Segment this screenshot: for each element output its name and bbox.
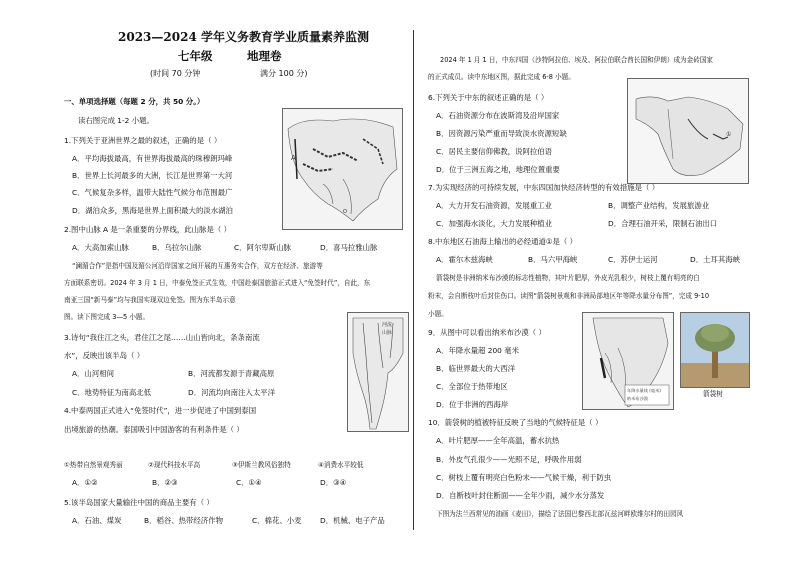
map4-legend-2: 纳米布沙漠 [627, 396, 648, 401]
map1-label-a: A [291, 154, 296, 162]
legend-river: 河流 [382, 322, 393, 328]
map3-label-1: ① [726, 131, 732, 138]
time-label: (时间 70 分钟 [150, 69, 201, 78]
q4-stem-2: 出境旅游的热潮。泰国吸引中国游客的有利条件是（ ） [64, 425, 244, 434]
q6-option-d: D．位于三洲五海之地，地理位置重要 [436, 165, 560, 174]
column-divider [413, 30, 414, 530]
q7-stem: 7.为实现经济的可持续发展，中东四国加快经济转型的有效措施是（ ） [428, 183, 660, 192]
passage3-line1: 箭袋树是非洲纳米布沙漠的标志性植物，其叶片肥厚，外皮光乳根少，树枝上覆有明亮的白 [436, 274, 700, 282]
q3-stem-2: 水”，反映出该半岛（ ） [64, 351, 145, 360]
asia-map [282, 108, 403, 230]
quiver-tree-photo [680, 312, 750, 388]
passage3-line3: 小题。 [428, 310, 448, 318]
q3-option-d: D．河流均向南注入太平洋 [188, 388, 275, 397]
q7-option-c: C．加强海水淡化，大力发展种植业 [436, 219, 553, 228]
q2-stem: 2.图中山脉 A 是一条重要的分界线，此山脉是（ ） [64, 225, 231, 234]
q10-option-c: C．树枝上覆有明亮白色粉末——气候干燥，利于防虫 [436, 473, 612, 482]
middle-east-map [627, 78, 749, 184]
q10-option-d: D．自断枝叶封住断面——全年少雨，减少水分蒸发 [436, 491, 605, 500]
q5-option-b: B．稻谷、热带经济作物 [144, 516, 223, 525]
q8-option-a: A．霍尔木兹海峡 [436, 255, 493, 264]
q2-option-c: C．阿尔卑斯山脉 [234, 243, 291, 252]
q2-option-b: B．乌拉尔山脉 [152, 243, 202, 252]
passage2-line1: 2024 年 1 月 1 日，中东四国（沙特阿拉伯、埃及、阿拉伯联合酋长国和伊朗）成为金砖国家 [440, 56, 714, 64]
photo-caption: 箭袋树 [703, 390, 723, 398]
q2-option-a: A．大高加索山脉 [72, 243, 129, 252]
q7-option-a: A．大力开发石油资源，发展重工业 [436, 201, 552, 210]
passage1-line3: 南亚三国“新马泰”均与我国实现双边免签。图为东半岛示意 [64, 296, 236, 304]
intro-1: 读右图完成 1-2 小题。 [78, 116, 154, 125]
legend-mountain: 山脉 [382, 330, 393, 336]
q4-option-b: B．②③ [152, 478, 178, 487]
subject-label: 地理卷 [247, 49, 282, 63]
q9-option-d: D．位于非洲的西海岸 [436, 400, 509, 409]
q4-option-d: D．③④ [320, 478, 347, 487]
q8-option-c: C．苏伊士运河 [608, 255, 658, 264]
q4-item-1: ①热带自然景观秀丽 [64, 461, 123, 469]
q10-option-a: A．叶片肥厚——全年高温，蓄水抗热 [436, 436, 560, 445]
q3-option-c: C．地势特征为南高北低 [72, 388, 152, 397]
passage1-line4: 图。读下图完成 3—5 小题。 [64, 313, 150, 321]
q1-option-c: C．气候复杂多样，温带大陆性气候分布范围最广 [72, 188, 233, 197]
q6-option-c: C．居民主要信仰佛教，说阿拉伯语 [436, 147, 553, 156]
q1-option-b: B．世界上长河最多的大洲，长江是世界第一大河 [72, 171, 233, 180]
q8-stem: 8.中东地区石油海上输出的必经通道①是（ ） [428, 237, 578, 246]
q7-option-b: B．调整产业结构，发展旅游业 [608, 201, 710, 210]
q4-item-3: ③伊斯兰教风俗独特 [232, 461, 291, 469]
score-label: 满分 100 分) [260, 69, 308, 78]
q6-option-a: A．石油资源分布在波斯湾及沿岸国家 [436, 111, 560, 120]
q5-stem: 5.该半岛国家大量输往中国的商品主要有（ ） [64, 498, 214, 507]
passage1-line1: “澜湄合作”是指中国及湄公河沿岸国家之间开展的互惠务实合作，双方在经济、旅游等 [72, 262, 323, 270]
q9-option-a: A．年降水量超 200 毫米 [436, 346, 519, 355]
q4-item-2: ②现代科技水平高 [148, 461, 201, 469]
q3-option-a: A．山河相间 [72, 369, 115, 378]
q4-option-c: C．①④ [236, 478, 262, 487]
q5-option-a: A．石油、煤炭 [72, 516, 122, 525]
africa-rainfall-map [582, 312, 674, 410]
map4-legend: 年降水量线 (毫米) [627, 388, 661, 393]
grade-label: 七年级 [178, 49, 213, 63]
q9-stem: 9．从图中可以看出纳米布沙漠（ ） [428, 328, 546, 337]
q4-option-a: A．①② [72, 478, 98, 487]
passage2-line2: 的正式成员。读中东地区图，据此完成 6-8 小题。 [428, 73, 575, 81]
q10-stem: 10．箭袋树的植被特征反映了当地的气候特征是（ ） [428, 418, 603, 427]
q5-option-d: D．机械、电子产品 [320, 516, 385, 525]
q6-option-b: B．因资源污染严重而导致淡水资源短缺 [436, 129, 567, 138]
q2-option-d: D．喜马拉雅山脉 [320, 243, 378, 252]
q3-option-b: B．河流都发源于青藏高原 [188, 369, 275, 378]
q9-option-c: C．全部位于热带地区 [436, 382, 508, 391]
q10-option-b: B．外皮气孔很少——光照不足，呼吸作用弱 [436, 455, 582, 464]
q1-stem: 1.下列关于亚洲世界之最的叙述，正确的是（ ） [64, 136, 222, 145]
q4-stem: 4.中泰两国正式进入“免签时代”，进一步促进了中国到泰国 [64, 406, 257, 415]
q9-option-b: B．临世界最大的大西洋 [436, 364, 515, 373]
q1-option-d: D．湖泊众多，黑海是世界上面积最大的淡水湖泊 [72, 206, 233, 215]
q5-option-c: C．棉花、小麦 [252, 516, 302, 525]
q8-option-d: D．土耳其海峡 [690, 255, 741, 264]
q3-stem: 3.诗句“我住江之头，君住江之尾……山山皆向北，条条南流 [64, 333, 260, 342]
q1-option-a: A．平均海拔最高，有世界海拔最高的珠穆朗玛峰 [72, 154, 233, 163]
q7-option-d: D．合理石油开采，限制石油出口 [608, 219, 718, 228]
indochina-map [347, 312, 409, 432]
q4-item-4: ④消费水平较低 [318, 461, 364, 469]
q8-option-b: B．马六甲海峡 [528, 255, 578, 264]
passage4: 下图为法兰西常见的油画《麦田》，描绘了法国巴黎西北部瓦兹河畔欧维尔村的田园风 [436, 510, 684, 518]
section-heading: 一、单项选择题（每题 2 分，共 50 分。） [64, 97, 205, 106]
passage3-line2: 粉末，会自断枝叶后封住伤口。读图“箭袋树景观和非洲局部地区年等降水量分布图”，完成 9-10 [428, 292, 710, 300]
exam-title: 2023—2024 学年义务教育学业质量素养监测 [118, 30, 369, 44]
passage1-line2: 方面联系密切。2024 年 3 月 1 日，中泰免签正式生效，中国赴泰国旅游正式进入“免签时代”，自此，东 [64, 279, 371, 287]
q6-stem: 6.下列关于中东的叙述正确的是（ ） [428, 93, 549, 102]
map1-label-o: O [343, 209, 347, 215]
